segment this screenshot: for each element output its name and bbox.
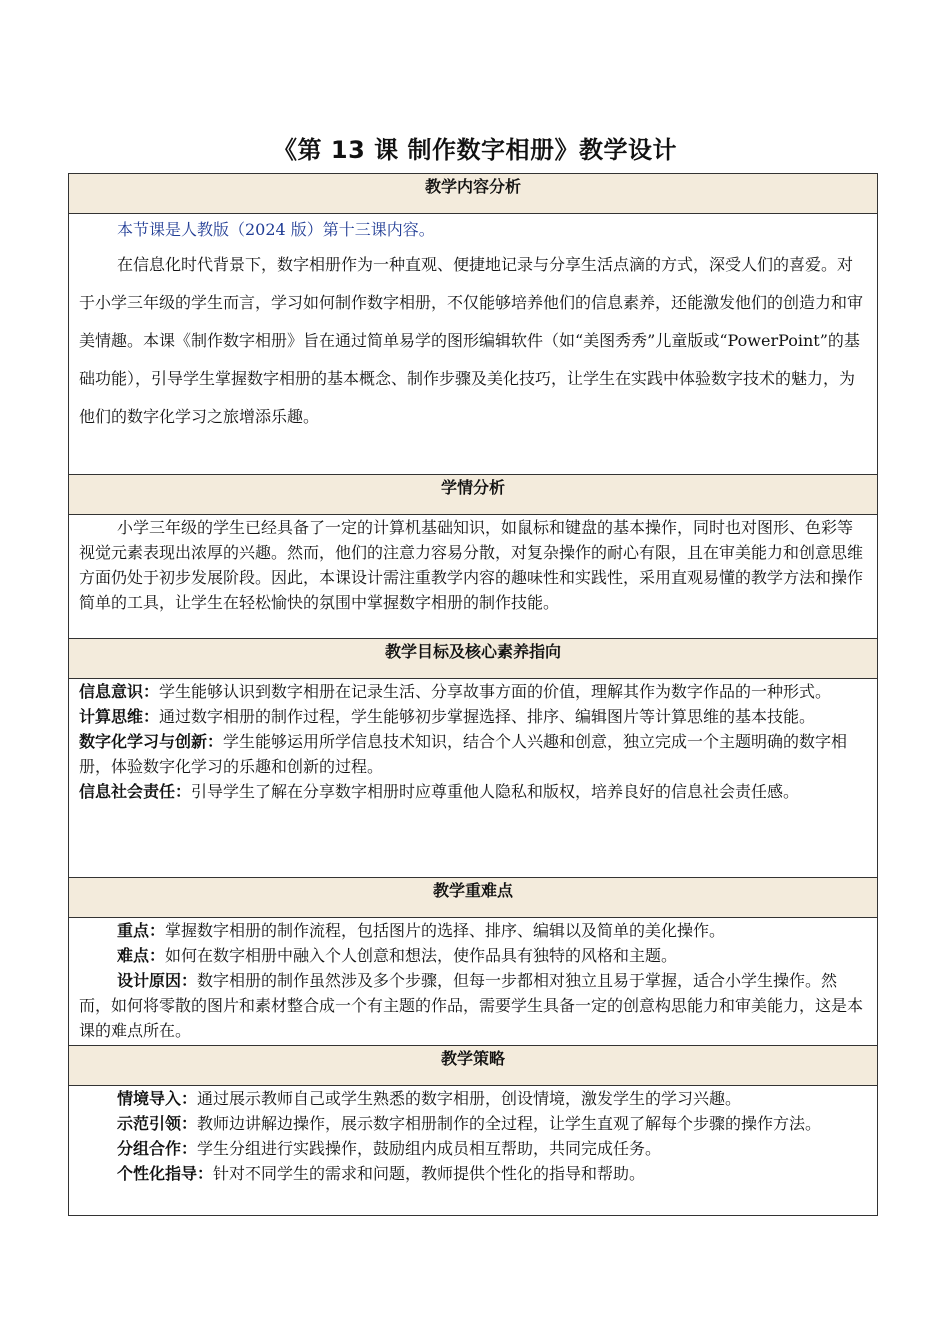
objective-label: 信息意识： [79, 682, 160, 701]
objective-text: 通过数字相册的制作过程，学生能够初步掌握选择、排序、编辑图片等计算思维的基本技能。 [159, 707, 816, 726]
content-paragraph: 在信息化时代背景下，数字相册作为一种直观、便捷地记录与分享生活点滴的方式，深受人们的喜爱。对于小学三年级的学生而言，学习如何制作数字相册，不仅能够培养他们的信息素养，还能激发他们的创造力和审美情趣。本课《制作数字相册》旨在通过简单易学的图形编辑软件（如“美图秀秀”儿童版或“PowerPoint”的基础功能），引导学生掌握数字相册的基本概念、制作步骤及美化技巧，让学生在实践中体验数字技术的魅力，为他们的数字化学习之旅增添乐趣。 [79, 255, 864, 426]
page-title: 《第 13 课 制作数字相册》教学设计 [273, 136, 677, 164]
section-body-strategies [69, 1086, 878, 1216]
objective-item [79, 779, 867, 804]
key-point-text: 掌握数字相册的制作流程，包括图片的选择、排序、编辑以及简单的美化操作。 [165, 921, 726, 940]
strategy-label: 分组合作： [117, 1139, 198, 1158]
key-point-label: 重点： [117, 921, 166, 940]
strategy-text: 教师边讲解边操作，展示数字相册制作的全过程，让学生直观了解每个步骤的操作方法。 [197, 1114, 822, 1133]
section-heading-learner-analysis: 学情分析 [69, 475, 878, 515]
strategy-item [79, 1136, 867, 1161]
objective-item [79, 704, 867, 729]
key-point-item [79, 918, 867, 943]
section-body-objectives [69, 679, 878, 878]
objective-label: 信息社会责任： [79, 782, 192, 801]
objective-item [79, 729, 867, 779]
objective-item [79, 679, 867, 704]
section-heading-objectives: 教学目标及核心素养指向 [69, 639, 878, 679]
intro-line: 本节课是人教版（2024 版）第十三课内容。 [117, 220, 435, 239]
key-point-item [79, 968, 867, 1043]
key-point-label: 难点： [117, 946, 166, 965]
strategy-label: 情境导入： [117, 1089, 198, 1108]
strategy-text: 通过展示教师自己或学生熟悉的数字相册，创设情境，激发学生的学习兴趣。 [197, 1089, 742, 1108]
lesson-plan-table [68, 173, 878, 1216]
objective-label: 计算思维： [79, 707, 160, 726]
section-heading-content-analysis: 教学内容分析 [69, 174, 878, 214]
objective-text: 学生能够认识到数字相册在记录生活、分享故事方面的价值，理解其作为数字作品的一种形式。 [159, 682, 832, 701]
section-heading-strategies: 教学策略 [69, 1046, 878, 1086]
objective-label: 数字化学习与创新： [79, 732, 224, 751]
strategy-item [79, 1161, 867, 1186]
objective-text: 引导学生了解在分享数字相册时应尊重他人隐私和版权，培养良好的信息社会责任感。 [191, 782, 800, 801]
strategy-item [79, 1086, 867, 1111]
strategy-label: 示范引领： [117, 1114, 198, 1133]
objective-text: 学生能够运用所学信息技术知识，结合个人兴趣和创意，独立完成一个主题明确的数字相册，体验数字化学习的乐趣和创新的过程。 [79, 732, 848, 776]
key-point-text: 数字相册的制作虽然涉及多个步骤，但每一步都相对独立且易于掌握，适合小学生操作。然而，如何将零散的图片和素材整合成一个有主题的作品，需要学生具备一定的创意构思能力和审美能力，这是本课的难点所在。 [79, 971, 864, 1040]
learner-paragraph: 小学三年级的学生已经具备了一定的计算机基础知识，如鼠标和键盘的基本操作，同时也对图形、色彩等视觉元素表现出浓厚的兴趣。然而，他们的注意力容易分散，对复杂操作的耐心有限，且在审美能力和创意思维方面仍处于初步发展阶段。因此，本课设计需注重教学内容的趣味性和实践性，采用直观易懂的教学方法和操作简单的工具，让学生在轻松愉快的氛围中掌握数字相册的制作技能。 [79, 518, 864, 612]
section-body-learner-analysis [69, 515, 878, 639]
key-point-item [79, 943, 867, 968]
key-point-text: 如何在数字相册中融入个人创意和想法，使作品具有独特的风格和主题。 [165, 946, 678, 965]
strategy-item [79, 1111, 867, 1136]
section-body-key-points [69, 918, 878, 1046]
section-heading-key-points: 教学重难点 [69, 878, 878, 918]
section-body-content-analysis [69, 214, 878, 475]
key-point-label: 设计原因： [117, 971, 198, 990]
strategy-text: 学生分组进行实践操作，鼓励组内成员相互帮助，共同完成任务。 [197, 1139, 662, 1158]
strategy-label: 个性化指导： [117, 1164, 214, 1183]
strategy-text: 针对不同学生的需求和问题，教师提供个性化的指导和帮助。 [213, 1164, 646, 1183]
